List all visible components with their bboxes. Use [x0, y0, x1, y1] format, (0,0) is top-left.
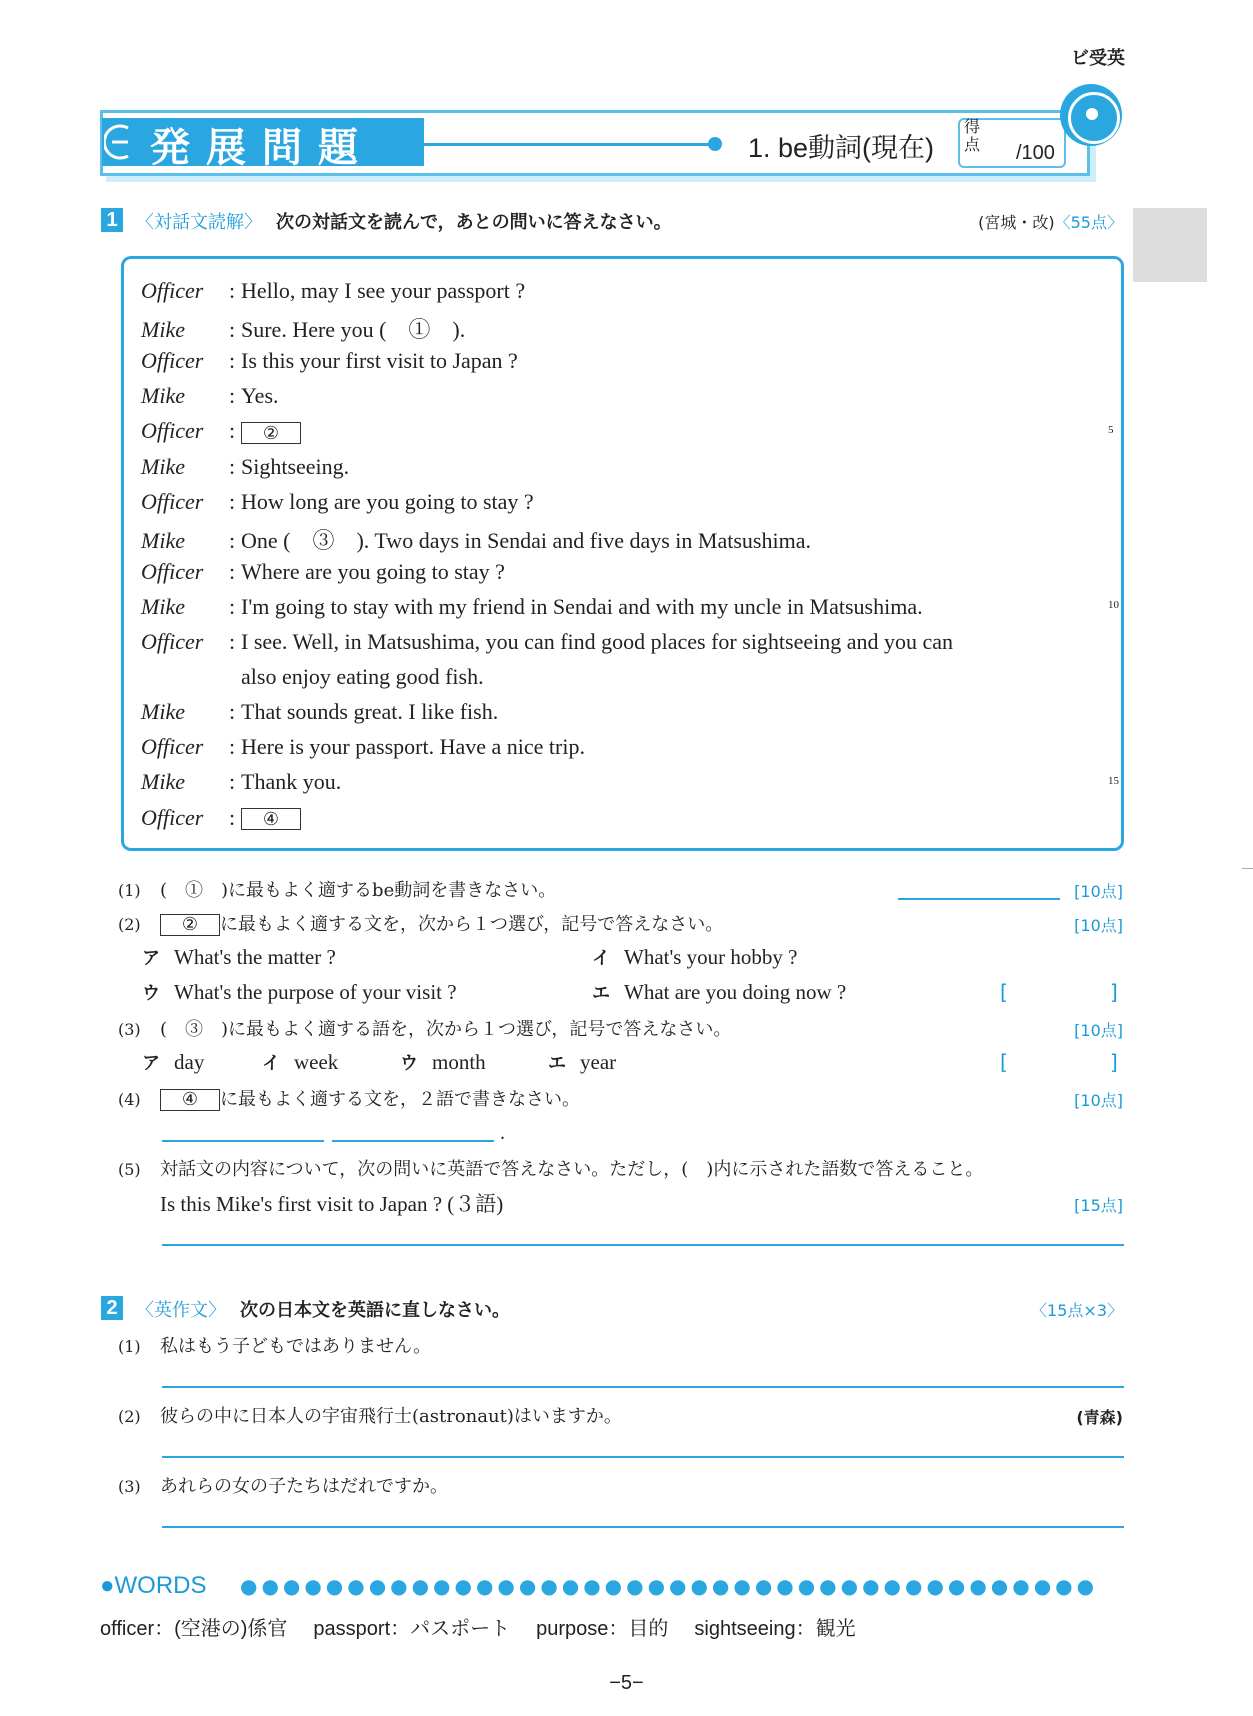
- speaker-name: Officer: [141, 278, 204, 303]
- dialog-text: Sightseeing.: [241, 453, 350, 479]
- section-1-points: [978, 210, 1123, 233]
- speaker-colon: :: [229, 699, 236, 725]
- page-number: −5−: [609, 1672, 644, 1694]
- blank-box-4: ④: [160, 1089, 220, 1111]
- option-u: ウ month: [400, 1050, 486, 1074]
- word-entry: purpose：目的: [536, 1618, 669, 1640]
- section-2-points: 〈15点×3〉: [1031, 1301, 1123, 1320]
- speaker-colon: :: [229, 734, 236, 760]
- speaker-name: Officer: [141, 734, 204, 760]
- speaker-colon: :: [229, 383, 236, 409]
- option-i: イ What's your hobby ?: [592, 945, 798, 969]
- speaker-name: Mike: [141, 383, 185, 409]
- speaker-name: Mike: [141, 453, 185, 479]
- dialog-line: [141, 418, 301, 444]
- question-number-2: 2: [101, 1296, 123, 1320]
- corner-dot: [1086, 108, 1098, 120]
- question-4-points: [10点]: [1074, 1091, 1123, 1110]
- words-heading: ●WORDS: [100, 1572, 207, 1599]
- speaker-name: Mike: [141, 769, 185, 795]
- question-number-1: 1: [101, 208, 123, 232]
- answer-line-1[interactable]: [898, 898, 1060, 900]
- question-text: ( ③ )に最もよく適する語を，次から１つ選び，記号で答えなさい。: [160, 1019, 732, 1040]
- answer-period: .: [500, 1122, 505, 1144]
- section-1-source: (宮城・改): [978, 213, 1055, 232]
- section-2-item-1: (1) 私はもう子どもではありません。: [118, 1336, 432, 1357]
- side-index-tab: [1133, 208, 1207, 282]
- dialog-line: [141, 805, 301, 831]
- dialog-line: [141, 524, 811, 555]
- section-2-heading: [136, 1296, 510, 1322]
- section-1-instruction: 次の対話文を読んで，あとの問いに答えなさい。: [276, 212, 672, 233]
- question-text: に最もよく適する文を，２語で書きなさい。: [220, 1089, 580, 1110]
- dialog-blank-box: ④: [241, 808, 301, 830]
- answer-bracket-right[interactable]: ]: [1110, 1050, 1118, 1074]
- dialog-text: Is this your first visit to Japan ?: [241, 348, 518, 374]
- speaker-colon: :: [229, 629, 236, 654]
- dialog-text: also enjoy eating good fish.: [241, 664, 484, 690]
- question-text: 対話文の内容について，次の問いに英語で答えなさい。ただし，( )内に示された語数で答えること。: [160, 1159, 984, 1180]
- answer-bracket-left[interactable]: [: [1000, 980, 1008, 1004]
- question-1: [118, 876, 556, 902]
- dialog-text: I see. Well, in Matsushima, you can find good places for sightseeing and you can: [241, 629, 954, 654]
- option-i: イ week: [262, 1050, 339, 1074]
- speaker-name: Mike: [141, 527, 185, 553]
- line-number-5: 5: [1108, 424, 1114, 436]
- word-entry: passport：パスポート: [313, 1618, 511, 1640]
- question-text: ( ① )に最もよく適するbe動詞を書きなさい。: [160, 880, 557, 901]
- speaker-name: Officer: [141, 804, 204, 830]
- answer-line-4a[interactable]: [162, 1140, 324, 1142]
- speaker-colon: :: [229, 278, 236, 303]
- answer-line-5[interactable]: [162, 1244, 1124, 1246]
- dialog-line: [141, 769, 341, 795]
- e-logo-icon: [104, 122, 132, 162]
- dialog-line: [141, 559, 505, 585]
- dialog-line: [141, 489, 534, 515]
- answer-line-2-2[interactable]: [162, 1456, 1124, 1458]
- option-a: ア day: [142, 1050, 205, 1074]
- speaker-name: Officer: [141, 488, 204, 514]
- dialog-line: [141, 278, 525, 304]
- question-number: (4): [118, 1090, 141, 1109]
- question-1-points: [10点]: [1074, 882, 1123, 901]
- speaker-colon: :: [229, 453, 236, 479]
- question-5-points: [15点]: [1074, 1196, 1123, 1215]
- speaker-name: Officer: [141, 629, 204, 654]
- title-connector-line: [424, 143, 714, 146]
- section-2-category: 〈英作文〉: [136, 1300, 226, 1321]
- score-total: /100: [1016, 142, 1055, 164]
- dialog-text: Sure. Here you ( ① ).: [241, 317, 466, 343]
- question-3: [118, 1015, 731, 1041]
- section-2-item-2-source: (青森): [1076, 1408, 1123, 1427]
- dialog-line: [141, 383, 279, 409]
- words-dot-divider: ●●●●●●●●●●●●●●●●●●●●●●●●●●●●●●●●●●●●●●●●: [240, 1574, 1099, 1598]
- dialog-line: [141, 734, 585, 760]
- speaker-colon: :: [229, 348, 236, 374]
- question-number: (5): [118, 1160, 141, 1179]
- option-a: ア What's the matter ?: [142, 945, 336, 969]
- dialog-line: [141, 699, 498, 725]
- question-2: [118, 910, 723, 936]
- line-number-10: 10: [1108, 599, 1119, 611]
- speaker-name: Mike: [141, 317, 185, 343]
- dialog-text: That sounds great. I like fish.: [241, 699, 499, 725]
- speaker-colon: :: [229, 317, 236, 343]
- question-5-sub: Is this Mike's first visit to Japan ? (３語): [160, 1192, 504, 1216]
- dialog-line: [141, 664, 484, 690]
- speaker-colon: :: [229, 593, 236, 619]
- section-2-item-3: (3) あれらの女の子たちはだれですか。: [118, 1476, 448, 1497]
- speaker-colon: :: [229, 488, 236, 514]
- speaker-name: Officer: [141, 558, 204, 584]
- section-2-instruction: 次の日本文を英語に直しなさい。: [240, 1300, 510, 1321]
- dialog-text: Yes.: [241, 383, 279, 409]
- dialog-text: Thank you.: [241, 769, 342, 795]
- answer-line-4b[interactable]: [332, 1140, 494, 1142]
- answer-line-2-3[interactable]: [162, 1526, 1124, 1528]
- score-label: 得点: [964, 117, 981, 154]
- dialog-blank-box: ②: [241, 422, 301, 444]
- speaker-colon: :: [229, 769, 236, 795]
- speaker-colon: :: [229, 558, 236, 584]
- dialog-text: I'm going to stay with my friend in Sendai and with my uncle in Matsushima.: [241, 593, 923, 619]
- dialog-line: [141, 454, 349, 480]
- line-number-15: 15: [1108, 775, 1119, 787]
- dialog-line: [141, 313, 465, 344]
- option-u: ウ What's the purpose of your visit ?: [142, 980, 457, 1004]
- question-text: に最もよく適する文を，次から１つ選び，記号で答えなさい。: [220, 914, 724, 935]
- dialog-line: [141, 629, 953, 655]
- dialog-line: [141, 348, 518, 374]
- word-entry: sightseeing：観光: [694, 1618, 856, 1640]
- dialog-text: Where are you going to stay ?: [241, 558, 505, 584]
- words-list: [100, 1612, 882, 1641]
- answer-bracket-right[interactable]: ]: [1110, 980, 1118, 1004]
- speaker-colon: :: [229, 527, 236, 553]
- question-5: [118, 1155, 983, 1181]
- option-e: エ What are you doing now ?: [592, 980, 847, 1004]
- question-4: [118, 1085, 580, 1111]
- speaker-name: Mike: [141, 593, 185, 619]
- section-2-item-2: (2) 彼らの中に日本人の宇宙飛行士(astronaut)はいますか。: [118, 1406, 622, 1427]
- dialog-text: Here is your passport. Have a nice trip.: [241, 734, 585, 760]
- section-1-score: 〈55点〉: [1054, 213, 1123, 232]
- blank-box-2: ②: [160, 914, 220, 936]
- section-1-category: 〈対話文読解〉: [136, 212, 262, 233]
- unit-title: 1. be動詞(現在): [748, 133, 935, 163]
- answer-line-2-1[interactable]: [162, 1386, 1124, 1388]
- question-2-points: [10点]: [1074, 916, 1123, 935]
- title-connector-dot: [708, 137, 722, 151]
- dialog-text: One ( ③ ). Two days in Sendai and five days in Matsushima.: [241, 527, 811, 553]
- page-title: 発展問題: [150, 125, 374, 171]
- speaker-name: Mike: [141, 699, 185, 725]
- answer-bracket-left[interactable]: [: [1000, 1050, 1008, 1074]
- section-1-heading: [136, 208, 672, 234]
- question-number: (3): [118, 1020, 141, 1039]
- question-number: (2): [118, 915, 141, 934]
- question-3-points: [10点]: [1074, 1021, 1123, 1040]
- dialog-text: Hello, may I see your passport ?: [241, 278, 526, 303]
- dialog-line: [141, 594, 923, 620]
- speaker-colon: :: [229, 804, 236, 830]
- series-label: ビ受英: [1071, 48, 1125, 68]
- question-number: (1): [118, 881, 141, 900]
- speaker-name: Officer: [141, 348, 204, 374]
- option-e: エ year: [548, 1050, 617, 1074]
- side-tick: [1242, 868, 1253, 869]
- speaker-name: Officer: [141, 418, 204, 444]
- dialog-text: How long are you going to stay ?: [241, 488, 534, 514]
- speaker-colon: :: [229, 418, 236, 444]
- word-entry: officer：(空港の)係官: [100, 1618, 288, 1640]
